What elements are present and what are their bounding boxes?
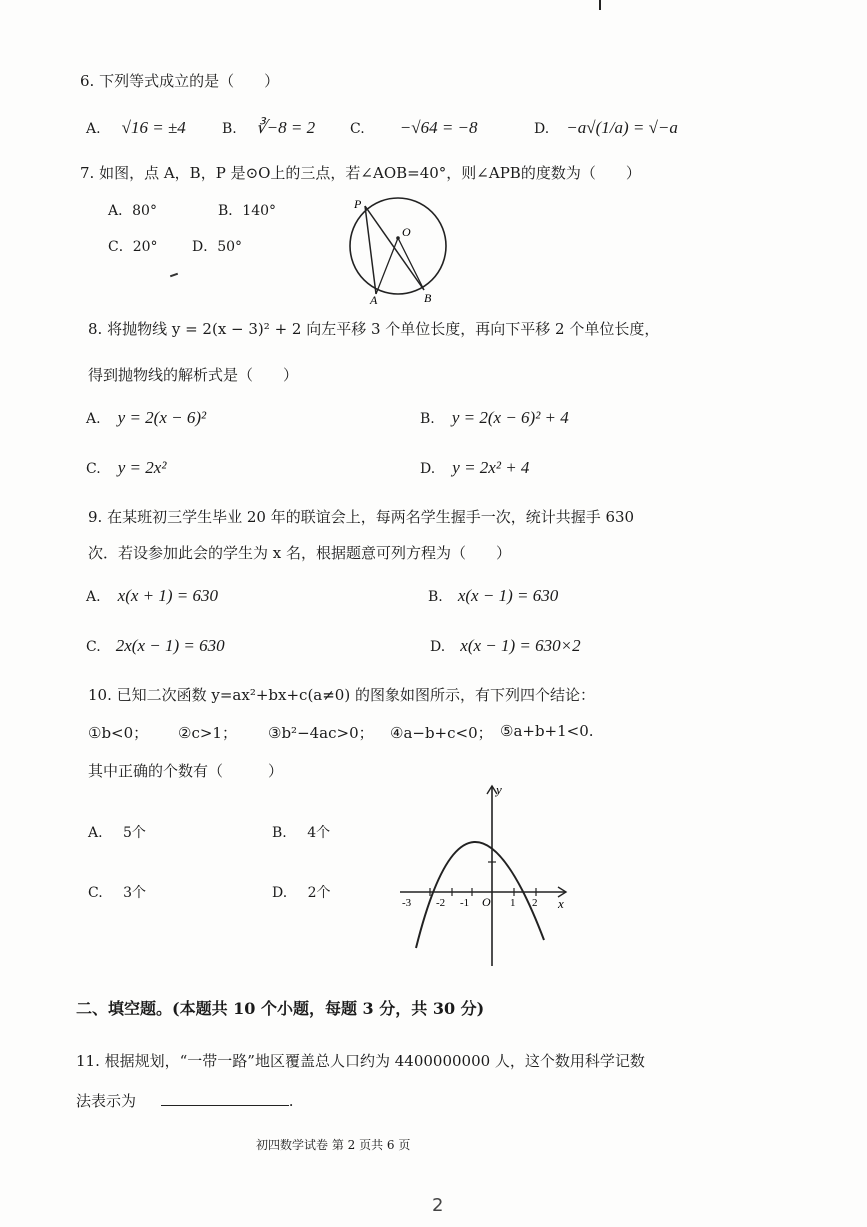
q7-option-a[interactable] (108, 200, 157, 220)
q8-option-d-label: D. (420, 461, 436, 477)
q8-option-c[interactable] (86, 458, 166, 478)
q10-option-a-expr: 5个 (123, 825, 146, 841)
q7-center-dot (396, 236, 400, 240)
q8-option-a-expr: y = 2(x − 6)² (117, 408, 207, 427)
q10-option-c-label: C. (88, 885, 103, 901)
q6-stem: 6. 下列等式成立的是（ ） (80, 72, 280, 90)
q10-option-a-label: A. (88, 825, 103, 841)
q10-conclusion-5: ⑤a+b+1<0. (500, 722, 594, 740)
q10-x-label: x (558, 896, 564, 911)
q10-option-d-expr: 2个 (307, 885, 331, 901)
q10-tick-label: 1 (510, 897, 516, 909)
q10-option-d-label: D. (272, 885, 288, 901)
q10-tick-label: -1 (460, 897, 470, 909)
q8-option-a-label: A. (86, 411, 101, 427)
q6-option-c-expr: −√64 = −8 (399, 118, 478, 137)
q9-stem-line2: 次．若设参加此会的学生为 x 名，根据题意可列方程为（ ） (88, 544, 511, 562)
q7-label-a: A (370, 293, 378, 307)
q9-option-b-label: B. (428, 589, 443, 605)
page-footer: 初四数学试卷 第 2 页共 6 页 (256, 1138, 411, 1152)
q8-option-a[interactable] (86, 408, 206, 428)
q7-option-b-expr: 140° (242, 203, 277, 219)
q10-option-b-expr: 4个 (307, 825, 331, 841)
q6-option-b[interactable] (222, 118, 315, 138)
q7-option-d-label: D． (192, 239, 218, 255)
q11-line2-text: 法表示为 (76, 1092, 137, 1110)
q11-line2-tail: . (288, 1092, 294, 1110)
q10-stem: 10. 已知二次函数 y=ax²+bx+c(a≠0) 的图象如图所示，有下列四个结论： (88, 686, 595, 704)
q10-option-c-expr: 3个 (123, 885, 147, 901)
q6-option-a-expr: √16 = ±4 (121, 118, 186, 137)
q10-option-a[interactable] (88, 822, 146, 842)
q7-label-p: P (354, 197, 362, 211)
q10-conclusion-4: ④a−b+c<0； (390, 724, 493, 742)
q8-option-b[interactable] (420, 408, 569, 428)
q7-label-o: O (402, 225, 411, 239)
q7-label-b: B (424, 291, 432, 305)
q11-stem-line2 (76, 1090, 294, 1111)
q10-parabola-figure (396, 780, 576, 970)
q10-tick-label: -3 (402, 897, 412, 909)
q6-option-b-expr: ∛−8 = 2 (255, 118, 316, 137)
q8-option-d[interactable] (420, 458, 529, 478)
q9-option-d-expr: x(x − 1) = 630×2 (460, 636, 581, 655)
q6-option-a[interactable] (86, 118, 186, 138)
q8-stem-line1: 8. 将抛物线 y = 2(x − 3)² + 2 向左平移 3 个单位长度，再向下平移 2 个单位长度， (88, 320, 660, 338)
q7-option-c[interactable] (108, 236, 158, 256)
q7-option-b-label: B． (218, 203, 243, 219)
q7-radius-ob (398, 238, 424, 290)
q10-ask: 其中正确的个数有（ ） (88, 762, 284, 780)
q8-option-d-expr: y = 2x² + 4 (452, 458, 530, 477)
q7-option-b[interactable] (218, 200, 276, 220)
q6-option-c[interactable] (350, 118, 478, 138)
q10-option-b-label: B. (272, 825, 287, 841)
q10-conclusion-3: ③b²−4ac>0； (268, 724, 374, 742)
q7-option-d[interactable] (192, 236, 242, 256)
q9-option-c-expr: 2x(x − 1) = 630 (115, 636, 225, 655)
q9-option-a[interactable] (86, 586, 218, 606)
q9-option-b[interactable] (428, 586, 558, 606)
q9-option-d[interactable] (430, 636, 581, 656)
page-number: 2 (432, 1195, 444, 1216)
q9-option-b-expr: x(x − 1) = 630 (457, 586, 559, 605)
q9-option-c-label: C. (86, 639, 101, 655)
q10-option-b[interactable] (272, 822, 330, 842)
q10-y-label: y (496, 782, 502, 797)
q10-option-c[interactable] (88, 882, 146, 902)
q7-radius-oa (376, 238, 398, 294)
q9-stem-line1: 9. 在某班初三学生毕业 20 年的联谊会上，每两名学生握手一次，统计共握手 630 (88, 508, 635, 526)
q7-option-a-label: A． (108, 203, 133, 219)
q10-conclusion-1: ①b<0； (88, 724, 149, 742)
q11-stem-line1: 11. 根据规划，“一带一路”地区覆盖总人口约为 4400000000 人，这个数用科学记数 (76, 1052, 645, 1070)
section2-heading: 二、填空题。(本题共 10 个小题，每题 3 分，共 30 分) (76, 999, 485, 1018)
q10-origin-label: O (482, 895, 491, 909)
q9-option-a-label: A. (86, 589, 101, 605)
q10-parabola-curve (416, 842, 544, 948)
q6-option-b-label: B. (222, 121, 237, 137)
q7-circle (350, 198, 446, 294)
q6-option-d-label: D. (534, 121, 550, 137)
q9-option-c[interactable] (86, 636, 225, 656)
q6-option-c-label: C. (350, 121, 365, 137)
q10-conclusion-2: ②c>1； (178, 724, 237, 742)
q8-option-b-label: B. (420, 411, 435, 427)
q8-option-c-expr: y = 2x² (117, 458, 167, 477)
q10-tick-label: 2 (532, 897, 538, 909)
q9-option-d-label: D. (430, 639, 446, 655)
q6-option-d[interactable] (534, 118, 678, 138)
q8-option-c-label: C. (86, 461, 101, 477)
q7-option-c-expr: 20° (132, 239, 158, 255)
q7-option-d-expr: 50° (217, 239, 243, 255)
q8-option-b-expr: y = 2(x − 6)² + 4 (451, 408, 569, 427)
q10-tick-label: -2 (436, 897, 446, 909)
q7-option-a-expr: 80° (132, 203, 157, 219)
q9-option-a-expr: x(x + 1) = 630 (117, 586, 219, 605)
q7-option-c-label: C． (108, 239, 133, 255)
q7-stem: 7. 如图，点 A，B，P 是⊙O上的三点，若∠AOB=40°，则∠APB的度数为（ ） (80, 164, 641, 182)
q6-option-a-label: A. (86, 121, 101, 137)
scan-speck (170, 273, 178, 278)
q11-answer-blank[interactable] (161, 1091, 289, 1106)
q8-stem-line2: 得到抛物线的解析式是（ ） (88, 366, 299, 384)
q10-option-d[interactable] (272, 882, 331, 902)
scan-mark (599, 0, 601, 10)
q7-circle-figure (340, 186, 460, 306)
q6-option-d-expr: −a√(1/a) = √−a (566, 118, 678, 137)
